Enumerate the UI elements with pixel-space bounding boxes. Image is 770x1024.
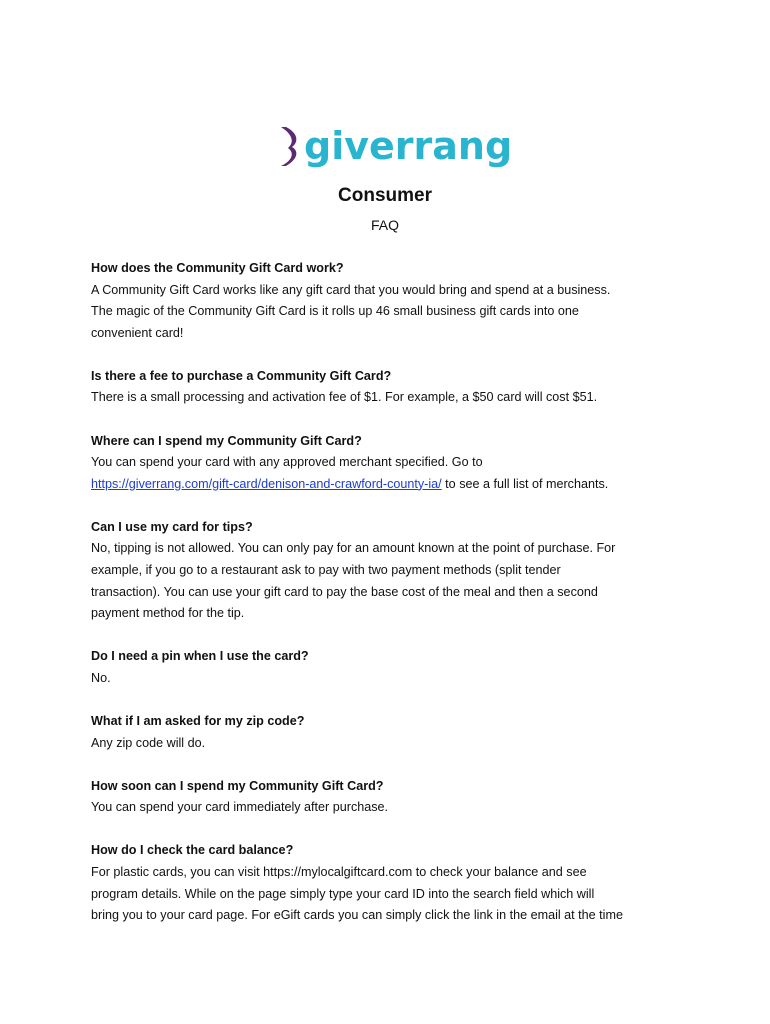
faq-answer-line: The magic of the Community Gift Card is it rolls up 46 small business gift cards into one <box>91 304 579 319</box>
faq-question: Where can I spend my Community Gift Card? <box>91 433 362 448</box>
faq-question: Is there a fee to purchase a Community Gift Card? <box>91 368 392 383</box>
faq-item <box>91 431 691 496</box>
faq-answer-line: Any zip code will do. <box>91 735 206 750</box>
giverrang-logo <box>278 122 512 170</box>
faq-answer-line: A Community Gift Card works like any gift card that you would bring and spend at a business. <box>91 282 611 297</box>
faq-item <box>91 711 691 754</box>
merchant-list-link[interactable]: https://giverrang.com/gift-card/denison-and-crawford-county-ia/ <box>91 476 442 491</box>
faq-question: What if I am asked for my zip code? <box>91 714 305 728</box>
faq-answer-line: There is a small processing and activation fee of $1. For example, a $50 card will cost $51. <box>91 390 598 405</box>
faq-answer-line: transaction). You can use your gift card to pay the base cost of the meal and then a second <box>91 584 598 599</box>
faq-answer-line: You can spend your card with any approved merchant specified. Go to <box>91 455 483 470</box>
faq-answer-line: program details. While on the page simply type your card ID into the search field which will <box>91 886 595 901</box>
faq-item <box>91 776 691 819</box>
faq-answer-line: You can spend your card immediately after purchase. <box>91 800 389 815</box>
faq-item <box>91 258 691 344</box>
faq-question: How soon can I spend my Community Gift Card? <box>91 778 384 793</box>
link-suffix-text: to see a full list of merchants. <box>441 476 609 491</box>
faq-answer-line: bring you to your card page. For eGift cards you can simply click the link in the email at the time <box>91 908 623 923</box>
faq-answer-line-with-link <box>91 474 691 496</box>
faq-item <box>91 366 691 409</box>
faq-item <box>91 840 691 926</box>
faq-item <box>91 517 691 625</box>
faq-list <box>91 258 691 948</box>
logo-wordmark: giverrang <box>304 124 513 168</box>
page-title: Consumer <box>338 185 432 206</box>
faq-question: Do I need a pin when I use the card? <box>91 649 309 664</box>
boomerang-icon <box>278 124 300 168</box>
page-subtitle: FAQ <box>370 217 399 233</box>
faq-answer-line: convenient card! <box>91 325 184 340</box>
faq-question: Can I use my card for tips? <box>91 519 253 534</box>
faq-item <box>91 646 691 689</box>
faq-answer-line: No, tipping is not allowed. You can only pay for an amount known at the point of purchase. For <box>91 541 616 556</box>
faq-question: How does the Community Gift Card work? <box>91 261 344 275</box>
faq-answer-line: payment method for the tip. <box>91 606 245 621</box>
faq-answer-line: For plastic cards, you can visit https://mylocalgiftcard.com to check your balance and see <box>91 864 587 879</box>
faq-question: How do I check the card balance? <box>91 843 294 858</box>
faq-answer-line: No. <box>91 670 111 685</box>
faq-answer-line: example, if you go to a restaurant ask to pay with two payment methods (split tender <box>91 563 561 578</box>
